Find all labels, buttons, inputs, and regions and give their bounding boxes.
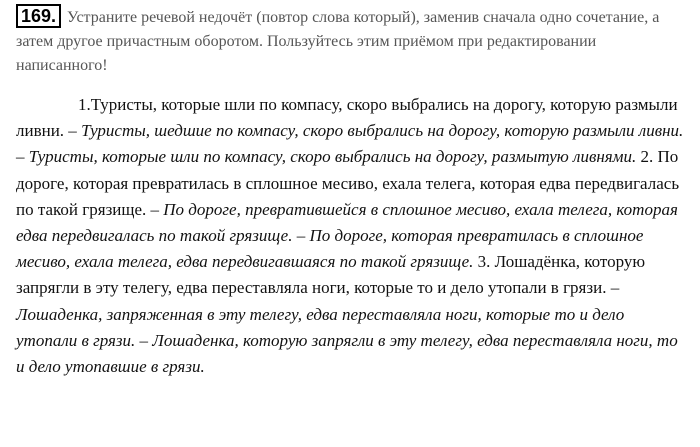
answer-segment: 3. Лошадёнка, которую запрягли в эту телегу, едва переставляла ноги, которые то и дело утопали в грязи. – xyxy=(16,252,646,298)
answer-segment-italic: По дороге, превратившейся в сплошное месиво, ехала телега, которая едва передвигалась по такой грязище. – По дороге, которая превратилась в сплошное месиво, ехала телега, едва передвигавшаяся по такой грязище. xyxy=(16,199,678,272)
answer-paragraph xyxy=(16,92,686,380)
answer-segment: 1.Туристы, которые шли по компасу, скоро выбрались на дорогу, которую размыли ливни. – xyxy=(16,95,678,141)
exercise-number: 169. xyxy=(16,4,61,28)
answer-segment-italic: Туристы, шедшие по компасу, скоро выбрались на дорогу, которую размыли ливни. – Туристы, которые шли по компасу, скоро выбрались на дорогу, размытую ливнями. xyxy=(16,121,684,167)
answer-segment: 2. По дороге, которая превратилась в сплошное месиво, ехала телега, которая едва передвигалась по такой грязище. – xyxy=(16,147,680,219)
exercise-header xyxy=(16,4,686,78)
exercise-task: Устраните речевой недочёт (повтор слова который), заменив сначала одно сочетание, а затем другое причастным оборотом. Пользуйтесь этим приёмом при редактировании написанного! xyxy=(16,9,660,74)
answer-segment-italic: Лошаденка, запряженная в эту телегу, едва переставляла ноги, которые то и дело утопали в грязи. – Лошаденка, которую запрягли в эту телегу, едва переставляла ноги, то и дело утопавшие в грязи. xyxy=(16,304,678,377)
